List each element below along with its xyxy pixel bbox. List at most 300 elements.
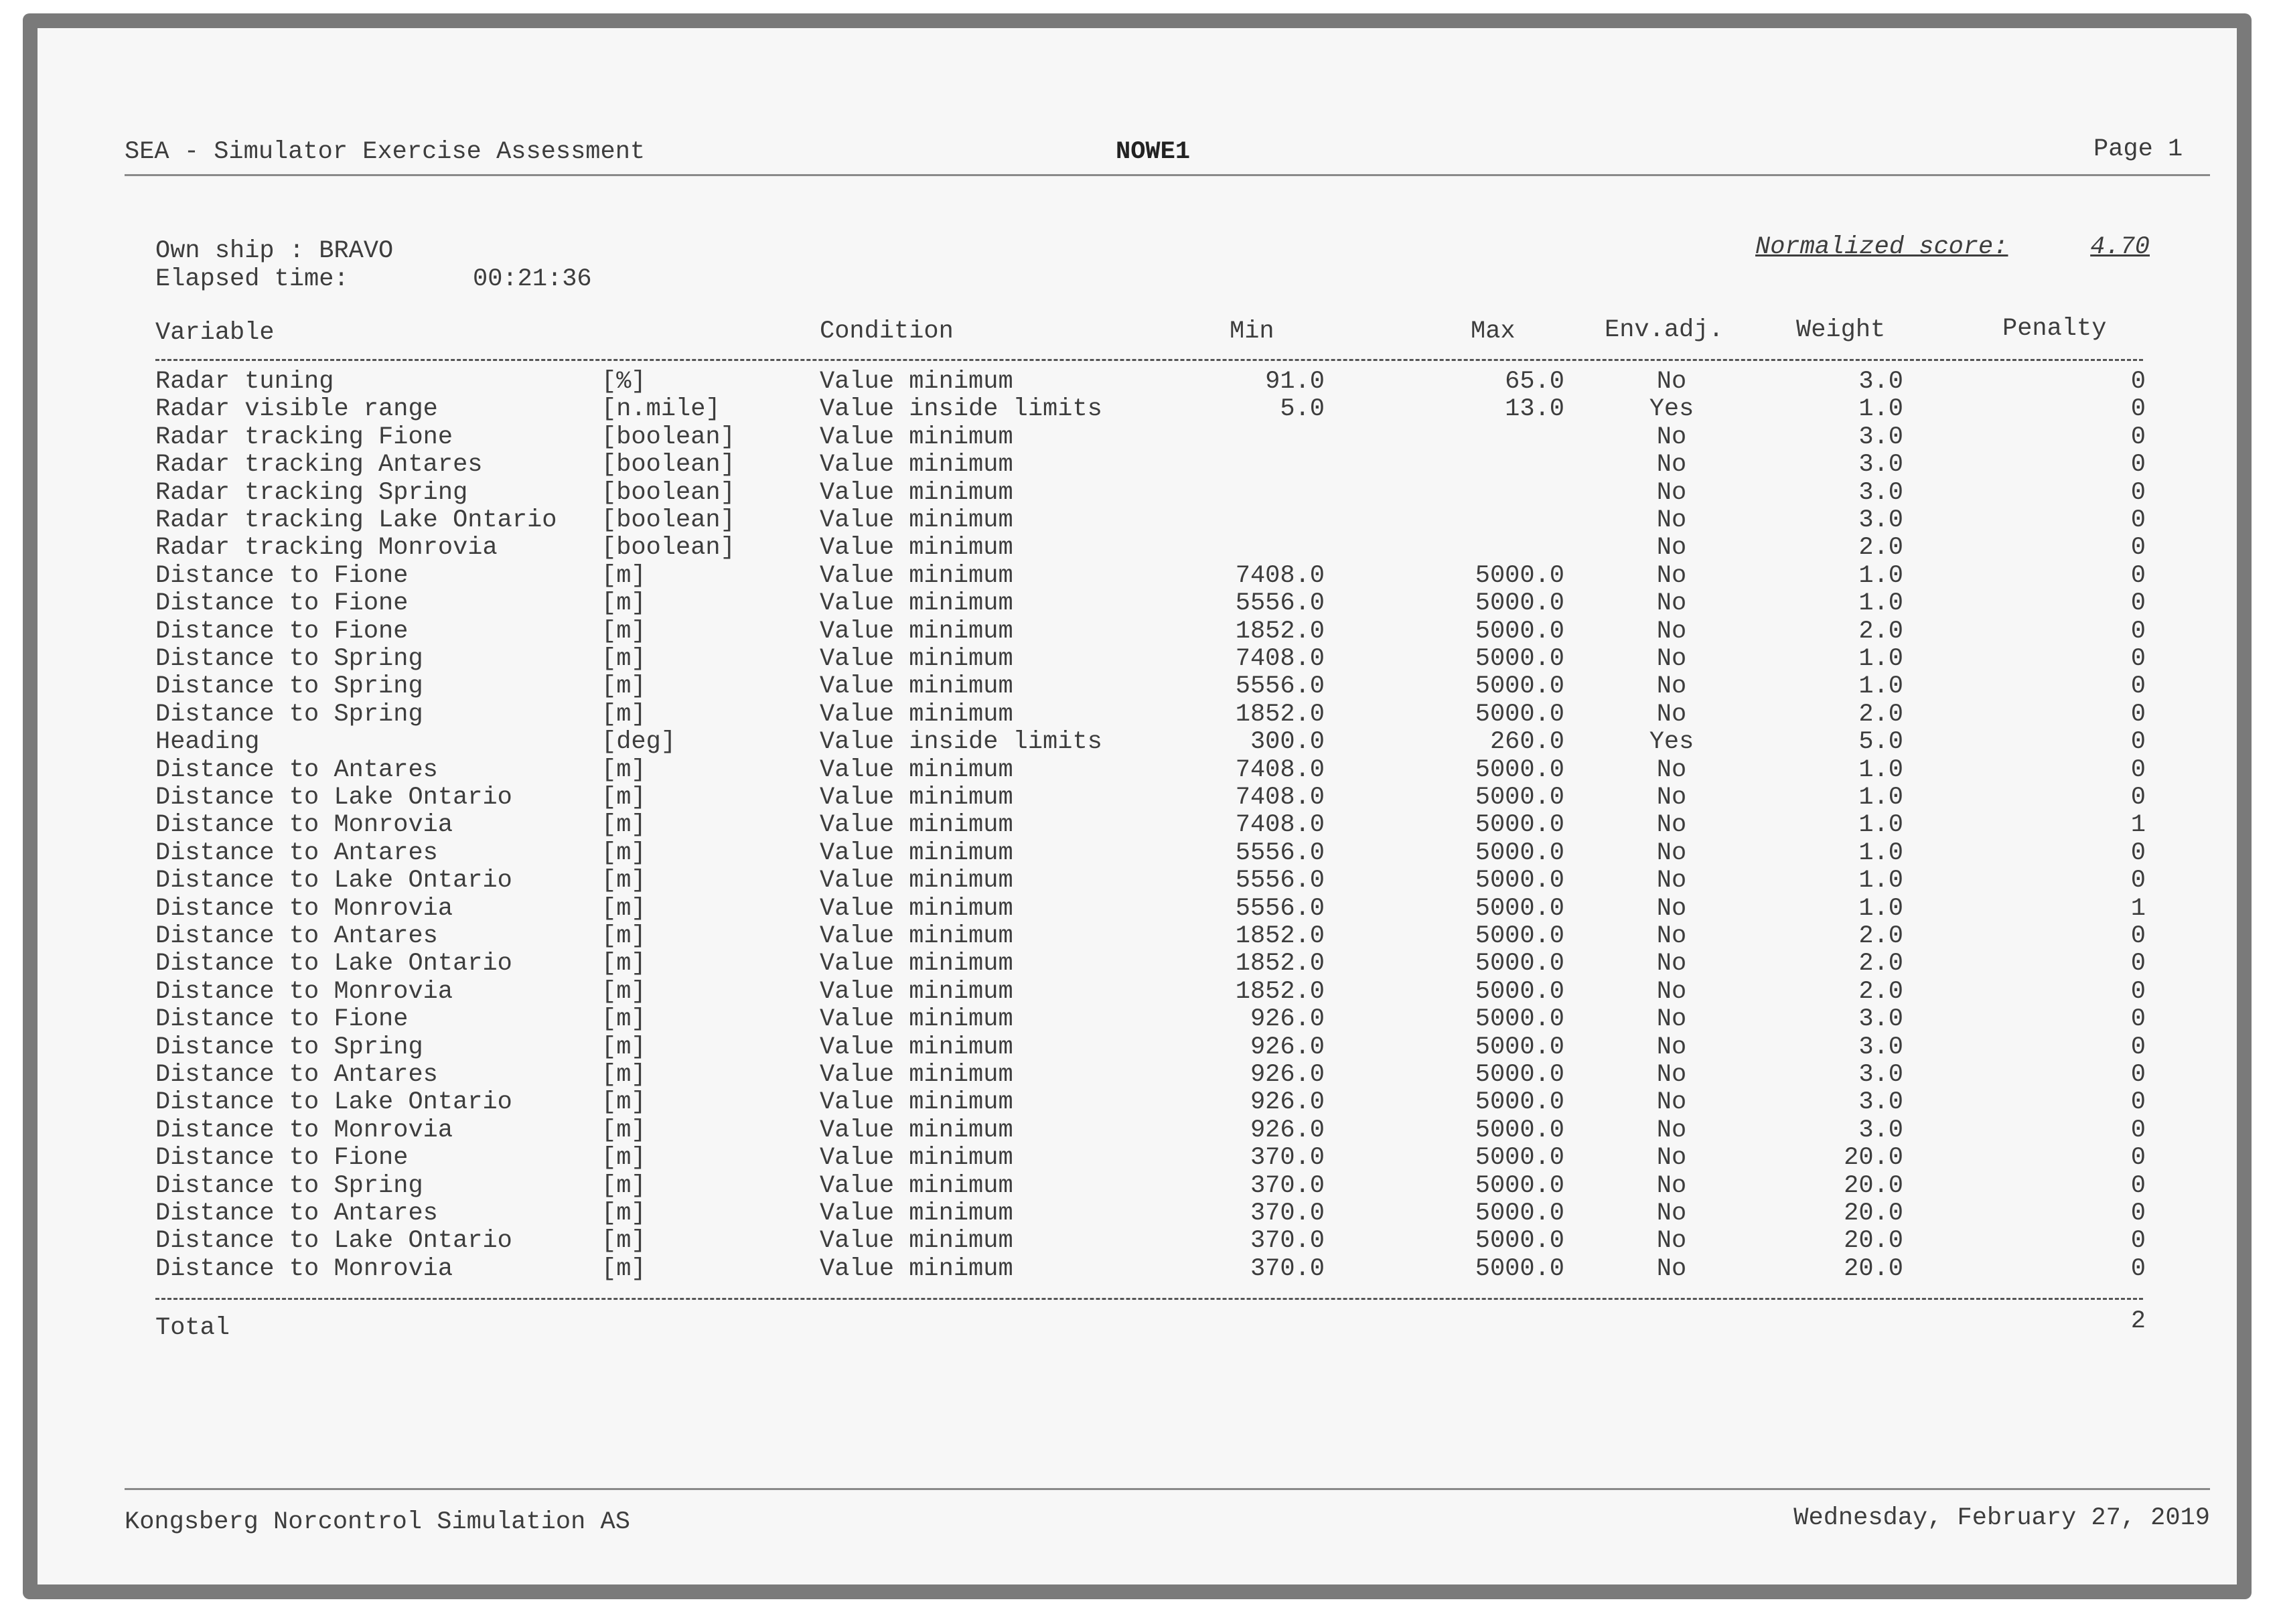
cell-min: 926.0 [1250, 1116, 1325, 1145]
cell-penalty: 0 [2130, 1005, 2146, 1034]
cell-max: 5000.0 [1475, 784, 1564, 812]
table-row [38, 673, 2237, 701]
cell-condition: Value minimum [820, 1033, 1013, 1061]
cell-variable: Distance to Monrovia [155, 1116, 453, 1145]
cell-variable: Distance to Monrovia [155, 1254, 453, 1283]
cell-env-adj: No [1656, 617, 1687, 646]
cell-weight: 3.0 [1858, 451, 1903, 479]
cell-unit: [m] [601, 672, 646, 701]
cell-env-adj: No [1656, 977, 1687, 1006]
cell-weight: 3.0 [1858, 368, 1903, 396]
cell-condition: Value minimum [820, 1005, 1013, 1034]
table-row [38, 923, 2237, 951]
table-row [38, 1256, 2237, 1284]
cell-min: 5556.0 [1235, 589, 1325, 618]
cell-weight: 3.0 [1858, 1088, 1903, 1117]
cell-unit: [m] [601, 700, 646, 729]
cell-unit: [m] [601, 950, 646, 978]
table-row [38, 978, 2237, 1007]
cell-min: 1852.0 [1235, 617, 1325, 646]
cell-weight: 3.0 [1858, 1116, 1903, 1145]
table-row [38, 757, 2237, 785]
cell-penalty: 0 [2130, 672, 2146, 701]
cell-min: 5556.0 [1235, 838, 1325, 867]
cell-env-adj: No [1656, 700, 1687, 729]
cell-weight: 3.0 [1858, 1033, 1903, 1061]
cell-unit: [m] [601, 922, 646, 950]
cell-min: 7408.0 [1235, 755, 1325, 784]
cell-env-adj: No [1656, 838, 1687, 867]
cell-condition: Value minimum [820, 1116, 1013, 1145]
cell-min: 1852.0 [1235, 977, 1325, 1006]
cell-unit: [m] [601, 645, 646, 673]
cell-condition: Value inside limits [820, 395, 1102, 424]
cell-condition: Value minimum [820, 838, 1013, 867]
cell-weight: 1.0 [1858, 838, 1903, 867]
cell-condition: Value inside limits [820, 728, 1102, 757]
cell-unit: [m] [601, 1005, 646, 1034]
cell-variable: Distance to Lake Ontario [155, 1088, 512, 1117]
cell-penalty: 0 [2130, 395, 2146, 424]
cell-unit: [%] [601, 368, 646, 396]
header-rule [125, 174, 2210, 176]
cell-weight: 2.0 [1858, 534, 1903, 563]
table-row [38, 701, 2237, 729]
cell-unit: [deg] [601, 728, 676, 757]
cell-variable: Distance to Antares [155, 755, 438, 784]
table-row [38, 451, 2237, 479]
table-row [38, 867, 2237, 895]
cell-variable: Distance to Fione [155, 589, 409, 618]
cell-max: 5000.0 [1475, 1199, 1564, 1228]
cell-max: 5000.0 [1475, 561, 1564, 590]
cell-env-adj: No [1656, 1199, 1687, 1228]
cell-weight: 20.0 [1844, 1227, 1903, 1256]
cell-variable: Radar tracking Monrovia [155, 534, 498, 563]
cell-variable: Distance to Spring [155, 1033, 423, 1061]
cell-unit: [boolean] [601, 451, 735, 479]
document-frame [23, 13, 2252, 1599]
table-row [38, 950, 2237, 978]
cell-max: 5000.0 [1475, 645, 1564, 673]
cell-unit: [m] [601, 1116, 646, 1145]
cell-env-adj: No [1656, 1005, 1687, 1034]
cell-max: 5000.0 [1475, 1061, 1564, 1089]
cell-variable: Distance to Spring [155, 1171, 423, 1200]
table-row [38, 563, 2237, 591]
footer-date: Wednesday, February 27, 2019 [1793, 1504, 2210, 1532]
cell-condition: Value minimum [820, 784, 1013, 812]
exercise-code: NOWE1 [1116, 138, 1191, 166]
cell-weight: 3.0 [1858, 1005, 1903, 1034]
cell-env-adj: No [1656, 672, 1687, 701]
cell-env-adj: Yes [1649, 395, 1694, 424]
cell-variable: Distance to Lake Ontario [155, 950, 512, 978]
cell-env-adj: No [1656, 784, 1687, 812]
cell-max: 5000.0 [1475, 977, 1564, 1006]
cell-max: 260.0 [1489, 728, 1564, 757]
cell-condition: Value minimum [820, 561, 1013, 590]
table-row [38, 618, 2237, 646]
cell-penalty: 0 [2130, 1227, 2146, 1256]
cell-weight: 1.0 [1858, 395, 1903, 424]
cell-variable: Distance to Lake Ontario [155, 784, 512, 812]
column-header-variable: Variable [155, 319, 275, 347]
elapsed-time-value: 00:21:36 [473, 265, 592, 293]
cell-min: 7408.0 [1235, 561, 1325, 590]
cell-unit: [m] [601, 867, 646, 895]
cell-min: 926.0 [1250, 1005, 1325, 1034]
column-header-weight: Weight [1796, 316, 1886, 344]
cell-unit: [boolean] [601, 423, 735, 451]
cell-max: 5000.0 [1475, 617, 1564, 646]
cell-penalty: 0 [2130, 1199, 2146, 1228]
cell-max: 5000.0 [1475, 1033, 1564, 1061]
cell-env-adj: No [1656, 368, 1687, 396]
report-page [38, 28, 2237, 1584]
report-title: SEA - Simulator Exercise Assessment [125, 138, 646, 166]
cell-unit: [n.mile] [601, 395, 721, 424]
cell-min: 1852.0 [1235, 922, 1325, 950]
cell-min: 7408.0 [1235, 645, 1325, 673]
cell-penalty: 0 [2130, 506, 2146, 534]
cell-min: 926.0 [1250, 1061, 1325, 1089]
table-row [38, 424, 2237, 452]
cell-env-adj: No [1656, 534, 1687, 563]
cell-weight: 2.0 [1858, 950, 1903, 978]
cell-weight: 2.0 [1858, 922, 1903, 950]
cell-unit: [boolean] [601, 534, 735, 563]
cell-variable: Radar tracking Fione [155, 423, 453, 451]
cell-penalty: 0 [2130, 784, 2146, 812]
cell-penalty: 0 [2130, 755, 2146, 784]
cell-variable: Heading [155, 728, 260, 757]
table-row [38, 479, 2237, 508]
cell-weight: 20.0 [1844, 1254, 1903, 1283]
cell-env-adj: Yes [1649, 728, 1694, 757]
table-row [38, 784, 2237, 812]
table-row [38, 646, 2237, 674]
cell-penalty: 1 [2130, 894, 2146, 923]
cell-penalty: 0 [2130, 589, 2146, 618]
cell-variable: Radar tuning [155, 368, 334, 396]
table-top-divider [155, 359, 2143, 361]
cell-variable: Distance to Spring [155, 700, 423, 729]
cell-unit: [m] [601, 977, 646, 1006]
cell-max: 5000.0 [1475, 1144, 1564, 1173]
cell-unit: [m] [601, 784, 646, 812]
cell-env-adj: No [1656, 1144, 1687, 1173]
cell-unit: [m] [601, 617, 646, 646]
cell-unit: [m] [601, 1227, 646, 1256]
cell-unit: [m] [601, 894, 646, 923]
cell-unit: [boolean] [601, 478, 735, 507]
cell-min: 926.0 [1250, 1088, 1325, 1117]
cell-max: 5000.0 [1475, 672, 1564, 701]
cell-max: 5000.0 [1475, 755, 1564, 784]
cell-unit: [m] [601, 1254, 646, 1283]
cell-env-adj: No [1656, 423, 1687, 451]
cell-min: 926.0 [1250, 1033, 1325, 1061]
cell-condition: Value minimum [820, 645, 1013, 673]
cell-condition: Value minimum [820, 1061, 1013, 1089]
table-row [38, 1089, 2237, 1117]
cell-condition: Value minimum [820, 1171, 1013, 1200]
cell-env-adj: No [1656, 478, 1687, 507]
cell-env-adj: No [1656, 645, 1687, 673]
cell-unit: [m] [601, 1144, 646, 1173]
table-bottom-divider [155, 1298, 2143, 1300]
cell-max: 5000.0 [1475, 1005, 1564, 1034]
cell-weight: 3.0 [1858, 478, 1903, 507]
cell-max: 5000.0 [1475, 700, 1564, 729]
cell-env-adj: No [1656, 1116, 1687, 1145]
cell-env-adj: No [1656, 1171, 1687, 1200]
cell-weight: 1.0 [1858, 784, 1903, 812]
cell-max: 65.0 [1505, 368, 1564, 396]
cell-weight: 3.0 [1858, 1061, 1903, 1089]
cell-condition: Value minimum [820, 811, 1013, 840]
cell-variable: Distance to Antares [155, 1061, 438, 1089]
cell-weight: 1.0 [1858, 561, 1903, 590]
cell-variable: Distance to Fione [155, 561, 409, 590]
cell-env-adj: No [1656, 1033, 1687, 1061]
cell-min: 7408.0 [1235, 784, 1325, 812]
cell-variable: Distance to Monrovia [155, 811, 453, 840]
cell-unit: [m] [601, 1199, 646, 1228]
cell-weight: 20.0 [1844, 1144, 1903, 1173]
cell-max: 5000.0 [1475, 894, 1564, 923]
cell-unit: [m] [601, 1171, 646, 1200]
cell-unit: [m] [601, 811, 646, 840]
cell-unit: [m] [601, 838, 646, 867]
cell-condition: Value minimum [820, 1144, 1013, 1173]
cell-penalty: 0 [2130, 1061, 2146, 1089]
cell-variable: Radar visible range [155, 395, 438, 424]
cell-max: 5000.0 [1475, 950, 1564, 978]
cell-env-adj: No [1656, 589, 1687, 618]
cell-min: 91.0 [1265, 368, 1325, 396]
cell-env-adj: No [1656, 506, 1687, 534]
cell-penalty: 0 [2130, 728, 2146, 757]
cell-condition: Value minimum [820, 700, 1013, 729]
cell-condition: Value minimum [820, 950, 1013, 978]
cell-penalty: 0 [2130, 700, 2146, 729]
elapsed-time-label: Elapsed time: [155, 265, 349, 293]
cell-env-adj: No [1656, 811, 1687, 840]
cell-weight: 1.0 [1858, 867, 1903, 895]
cell-env-adj: No [1656, 1088, 1687, 1117]
cell-condition: Value minimum [820, 451, 1013, 479]
cell-min: 5556.0 [1235, 672, 1325, 701]
cell-penalty: 0 [2130, 478, 2146, 507]
cell-weight: 2.0 [1858, 977, 1903, 1006]
cell-unit: [m] [601, 561, 646, 590]
cell-weight: 2.0 [1858, 617, 1903, 646]
cell-penalty: 0 [2130, 561, 2146, 590]
total-label: Total [155, 1314, 230, 1342]
cell-env-adj: No [1656, 950, 1687, 978]
cell-min: 300.0 [1250, 728, 1325, 757]
cell-condition: Value minimum [820, 1088, 1013, 1117]
cell-variable: Distance to Spring [155, 672, 423, 701]
cell-variable: Distance to Lake Ontario [155, 1227, 512, 1256]
cell-min: 370.0 [1250, 1254, 1325, 1283]
cell-unit: [boolean] [601, 506, 735, 534]
cell-env-adj: No [1656, 894, 1687, 923]
cell-condition: Value minimum [820, 589, 1013, 618]
cell-max: 13.0 [1505, 395, 1564, 424]
cell-max: 5000.0 [1475, 589, 1564, 618]
table-row [38, 590, 2237, 618]
cell-unit: [m] [601, 1033, 646, 1061]
cell-max: 5000.0 [1475, 1116, 1564, 1145]
cell-condition: Value minimum [820, 894, 1013, 923]
footer-company: Kongsberg Norcontrol Simulation AS [125, 1508, 630, 1536]
column-header-env-adj: Env.adj. [1605, 316, 1724, 344]
cell-min: 1852.0 [1235, 700, 1325, 729]
cell-min: 370.0 [1250, 1227, 1325, 1256]
cell-condition: Value minimum [820, 672, 1013, 701]
cell-penalty: 0 [2130, 645, 2146, 673]
normalized-score-label: Normalized score: [1755, 233, 2008, 261]
cell-env-adj: No [1656, 451, 1687, 479]
cell-penalty: 0 [2130, 922, 2146, 950]
cell-condition: Value minimum [820, 534, 1013, 563]
cell-min: 370.0 [1250, 1199, 1325, 1228]
cell-penalty: 0 [2130, 617, 2146, 646]
cell-penalty: 0 [2130, 368, 2146, 396]
table-row [38, 534, 2237, 563]
cell-variable: Radar tracking Lake Ontario [155, 506, 557, 534]
cell-unit: [m] [601, 589, 646, 618]
cell-variable: Distance to Fione [155, 1144, 409, 1173]
table-row [38, 1061, 2237, 1090]
cell-weight: 20.0 [1844, 1171, 1903, 1200]
cell-variable: Distance to Fione [155, 617, 409, 646]
cell-condition: Value minimum [820, 977, 1013, 1006]
cell-weight: 3.0 [1858, 506, 1903, 534]
table-row [38, 396, 2237, 424]
cell-condition: Value minimum [820, 755, 1013, 784]
cell-max: 5000.0 [1475, 811, 1564, 840]
cell-condition: Value minimum [820, 478, 1013, 507]
cell-weight: 1.0 [1858, 645, 1903, 673]
cell-env-adj: No [1656, 561, 1687, 590]
cell-weight: 1.0 [1858, 672, 1903, 701]
cell-min: 5556.0 [1235, 894, 1325, 923]
table-row [38, 1173, 2237, 1201]
cell-variable: Radar tracking Antares [155, 451, 483, 479]
cell-env-adj: No [1656, 1254, 1687, 1283]
cell-condition: Value minimum [820, 922, 1013, 950]
cell-max: 5000.0 [1475, 922, 1564, 950]
normalized-score-value: 4.70 [2090, 233, 2150, 261]
cell-max: 5000.0 [1475, 1227, 1564, 1256]
total-value: 2 [2130, 1307, 2146, 1335]
cell-variable: Distance to Spring [155, 645, 423, 673]
cell-variable: Distance to Fione [155, 1005, 409, 1034]
cell-min: 370.0 [1250, 1171, 1325, 1200]
table-row [38, 1117, 2237, 1145]
cell-condition: Value minimum [820, 368, 1013, 396]
cell-variable: Distance to Antares [155, 922, 438, 950]
cell-condition: Value minimum [820, 867, 1013, 895]
footer-rule [125, 1488, 2210, 1490]
cell-variable: Distance to Monrovia [155, 894, 453, 923]
cell-min: 1852.0 [1235, 950, 1325, 978]
cell-min: 5.0 [1280, 395, 1325, 424]
cell-weight: 20.0 [1844, 1199, 1903, 1228]
column-header-min: Min [1230, 317, 1274, 346]
cell-condition: Value minimum [820, 1227, 1013, 1256]
cell-penalty: 1 [2130, 811, 2146, 840]
cell-env-adj: No [1656, 1061, 1687, 1089]
cell-min: 370.0 [1250, 1144, 1325, 1173]
cell-env-adj: No [1656, 922, 1687, 950]
cell-env-adj: No [1656, 867, 1687, 895]
cell-max: 5000.0 [1475, 1088, 1564, 1117]
cell-penalty: 0 [2130, 1033, 2146, 1061]
cell-weight: 1.0 [1858, 589, 1903, 618]
column-header-penalty: Penalty [2002, 315, 2107, 343]
cell-penalty: 0 [2130, 1144, 2146, 1173]
cell-penalty: 0 [2130, 950, 2146, 978]
cell-condition: Value minimum [820, 1254, 1013, 1283]
cell-condition: Value minimum [820, 506, 1013, 534]
cell-env-adj: No [1656, 1227, 1687, 1256]
own-ship: Own ship : BRAVO [155, 237, 394, 265]
cell-penalty: 0 [2130, 423, 2146, 451]
cell-condition: Value minimum [820, 617, 1013, 646]
table-row [38, 895, 2237, 924]
cell-variable: Distance to Antares [155, 838, 438, 867]
column-header-condition: Condition [820, 317, 954, 346]
cell-variable: Distance to Monrovia [155, 977, 453, 1006]
cell-weight: 5.0 [1858, 728, 1903, 757]
cell-env-adj: No [1656, 755, 1687, 784]
page-number: Page 1 [2093, 135, 2183, 163]
table-row [38, 840, 2237, 868]
cell-max: 5000.0 [1475, 838, 1564, 867]
table-row [38, 1228, 2237, 1256]
table-row [38, 368, 2237, 396]
cell-unit: [m] [601, 1061, 646, 1089]
cell-variable: Radar tracking Spring [155, 478, 468, 507]
cell-max: 5000.0 [1475, 867, 1564, 895]
cell-condition: Value minimum [820, 423, 1013, 451]
cell-weight: 2.0 [1858, 700, 1903, 729]
table-row [38, 729, 2237, 757]
cell-weight: 1.0 [1858, 811, 1903, 840]
cell-variable: Distance to Lake Ontario [155, 867, 512, 895]
cell-max: 5000.0 [1475, 1254, 1564, 1283]
cell-penalty: 0 [2130, 867, 2146, 895]
cell-penalty: 0 [2130, 1116, 2146, 1145]
table-row [38, 1200, 2237, 1228]
cell-penalty: 0 [2130, 1254, 2146, 1283]
table-row [38, 1145, 2237, 1173]
cell-min: 7408.0 [1235, 811, 1325, 840]
cell-unit: [m] [601, 1088, 646, 1117]
cell-penalty: 0 [2130, 977, 2146, 1006]
cell-weight: 3.0 [1858, 423, 1903, 451]
table-row [38, 812, 2237, 840]
cell-max: 5000.0 [1475, 1171, 1564, 1200]
cell-penalty: 0 [2130, 838, 2146, 867]
cell-weight: 1.0 [1858, 755, 1903, 784]
cell-variable: Distance to Antares [155, 1199, 438, 1228]
